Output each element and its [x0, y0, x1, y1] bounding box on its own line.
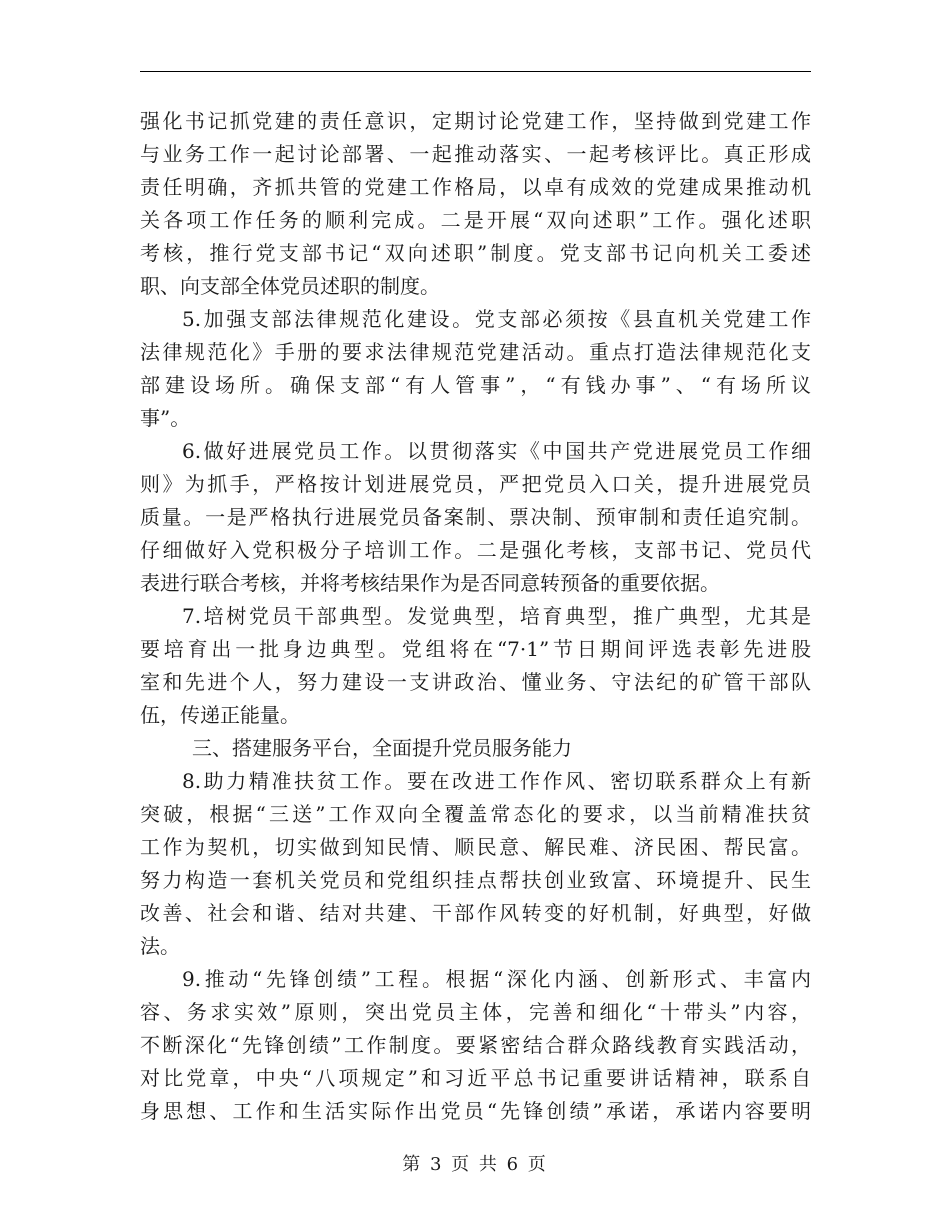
text-line: 关各项工作任务的顺利完成。二是开展“双向述职”工作。强化述职 — [140, 208, 811, 232]
text-line: 职、向支部全体党员述职的制度。 — [140, 274, 440, 298]
text-line: 努力构造一套机关党员和党组织挂点帮扶创业致富、环境提升、民生 — [140, 868, 811, 892]
text-line: 部建设场所。确保支部“有人管事”，“有钱办事”、“有场所议 — [140, 373, 811, 397]
text-line: 责任明确，齐抓共管的党建工作格局，以卓有成效的党建成果推动机 — [140, 175, 811, 199]
text-line: 容、务求实效”原则，突出党员主体，完善和细化“十带头”内容， — [140, 1000, 811, 1024]
text-line: 质量。一是严格执行进展党员备案制、票决制、预审制和责任追究制。 — [140, 505, 811, 529]
text-line: 法。 — [140, 934, 180, 958]
text-line: 改善、社会和谐、结对共建、干部作风转变的好机制，好典型，好做 — [140, 901, 811, 925]
text-line: 8.助力精准扶贫工作。要在改进工作作风、密切联系群众上有新 — [182, 769, 811, 793]
text-line: 表进行联合考核，并将考核结果作为是否同意转预备的重要依据。 — [140, 571, 720, 595]
text-line: 对比党章，中央“八项规定”和习近平总书记重要讲话精神，联系自 — [140, 1066, 811, 1090]
text-line: 7.培树党员干部典型。发觉典型，培育典型，推广典型，尤其是 — [182, 604, 811, 628]
text-line: 强化书记抓党建的责任意识，定期讨论党建工作，坚持做到党建工作 — [140, 109, 811, 133]
text-line: 要培育出一批身边典型。党组将在“7·1”节日期间评选表彰先进股 — [140, 637, 811, 661]
section-heading: 三、搭建服务平台，全面提升党员服务能力 — [192, 736, 572, 760]
page-number-footer: 第 3 页 共 6 页 — [402, 1154, 548, 1175]
text-line: 5.加强支部法律规范化建设。党支部必须按《县直机关党建工作 — [182, 307, 811, 331]
text-line: 9.推动“先锋创绩”工程。根据“深化内涵、创新形式、丰富内 — [182, 967, 811, 991]
text-line: 则》为抓手，严格按计划进展党员，严把党员入口关，提升进展党员 — [140, 472, 811, 496]
text-line: 考核，推行党支部书记“双向述职”制度。党支部书记向机关工委述 — [140, 241, 811, 265]
text-line: 身思想、工作和生活实际作出党员“先锋创绩”承诺，承诺内容要明 — [140, 1099, 811, 1123]
text-line: 工作为契机，切实做到知民情、顺民意、解民难、济民困、帮民富。 — [140, 835, 811, 859]
text-line: 与业务工作一起讨论部署、一起推动落实、一起考核评比。真正形成 — [140, 142, 811, 166]
text-line: 室和先进个人，努力建设一支讲政治、懂业务、守法纪的矿管干部队 — [140, 670, 811, 694]
text-line: 伍，传递正能量。 — [140, 703, 300, 727]
text-line: 不断深化“先锋创绩”工作制度。要紧密结合群众路线教育实践活动， — [140, 1033, 811, 1057]
text-line: 仔细做好入党积极分子培训工作。二是强化考核，支部书记、党员代 — [140, 538, 811, 562]
document-body — [140, 105, 811, 1128]
text-line: 事”。 — [140, 406, 191, 430]
text-line: 突破，根据“三送”工作双向全覆盖常态化的要求，以当前精准扶贫 — [140, 802, 811, 826]
header-rule — [140, 71, 811, 72]
text-line: 法律规范化》手册的要求法律规范党建活动。重点打造法律规范化支 — [140, 340, 811, 364]
text-line: 6.做好进展党员工作。以贯彻落实《中国共产党进展党员工作细 — [182, 439, 811, 463]
